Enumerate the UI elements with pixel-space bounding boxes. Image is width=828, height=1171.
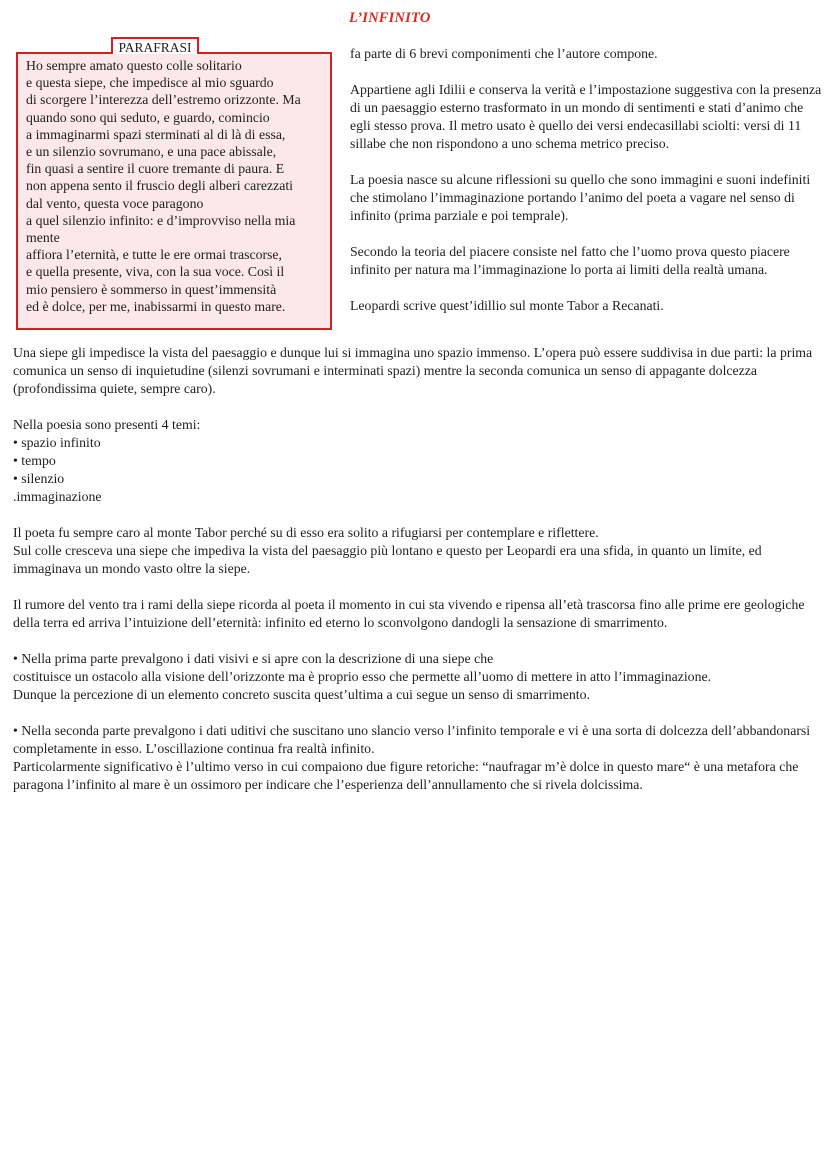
theme-item: • spazio infinito — [13, 435, 101, 450]
intro-column — [350, 45, 822, 315]
spacer — [13, 506, 819, 524]
themes-list — [13, 434, 819, 506]
body-line: costituisce un ostacolo alla visione dell’orizzonte ma è proprio esso che permette all’uomo di mettere in atto l’immaginazione. — [13, 669, 712, 684]
theme-item: .immaginazione — [13, 489, 102, 504]
page-title: L’INFINITO — [349, 10, 431, 26]
parafrasi-line: non appena sento il fruscio degli alberi carezzati — [26, 178, 294, 194]
parafrasi-line: mente — [26, 230, 60, 246]
parafrasi-label: PARAFRASI — [111, 37, 199, 54]
body-paragraph — [13, 650, 819, 704]
parafrasi-line: Ho sempre amato questo colle solitario — [26, 58, 242, 73]
parafrasi-line: e un silenzio sovrumano, e una pace abissale, — [26, 144, 277, 160]
theme-item: • tempo — [13, 453, 56, 468]
themes-intro: Nella poesia sono presenti 4 temi: — [13, 417, 201, 432]
themes-section — [13, 416, 819, 506]
body-paragraph: Una siepe gli impedisce la vista del paesaggio e dunque lui si immagina uno spazio immenso. L’opera può essere suddivisa in due parti: la prima comunica un senso di inquietudine (silenzi sovrumani e interminati spazi) mentre la seconda comunica un senso di appagante dolcezza (profondissima quiete, sempre caro). — [13, 345, 813, 396]
intro-paragraph: fa parte di 6 brevi componimenti che l’autore compone. — [350, 46, 658, 61]
intro-paragraph: Leopardi scrive quest’idillio sul monte Tabor a Recanati. — [350, 298, 664, 313]
parafrasi-line: fin quasi a sentire il cuore tremante di paura. E — [26, 161, 285, 177]
parafrasi-line: quando sono qui seduto, e guardo, comincio — [26, 109, 270, 125]
parafrasi-line: e quella presente, viva, con la sua voce. Così il — [26, 264, 285, 280]
intro-paragraph: La poesia nasce su alcune riflessioni su quello che sono immagini e suoni indefiniti che stimolano l’immaginazione portando l’animo del poeta a vagare nel senso di infinito (prima parziale e poi temprale). — [350, 172, 811, 223]
parafrasi-line: ed è dolce, per me, inabissarmi in questo mare. — [26, 298, 286, 314]
parafrasi-line: affiora l’eternità, e tutte le ere ormai trascorse, — [26, 247, 283, 263]
parafrasi-box — [16, 52, 332, 330]
parafrasi-line: e questa siepe, che impedisce al mio sguardo — [26, 75, 274, 91]
parafrasi-line: a immaginarmi spazi sterminati al di là di essa, — [26, 126, 286, 142]
body-paragraph — [13, 524, 819, 578]
body-line: Particolarmente significativo è l’ultimo verso in cui compaiono due figure retoriche: “naufragar m’è dolce in questo mare“ è una metafora che paragona l’infinito al mare è un ossimoro per indicare che l’esperienza dell’annullamento che si rivela dolcissima. — [13, 759, 799, 792]
body-line: • Nella seconda parte prevalgono i dati uditivi che suscitano uno slancio verso l’infinito temporale e vi è una sorta di dolcezza dell’abbandonarsi completamente in esso. L’oscillazione continua fra realtà infinito. — [13, 723, 811, 756]
theme-item: • silenzio — [13, 471, 65, 486]
body-line: Il poeta fu sempre caro al monte Tabor perché su di esso era solito a rifugiarsi per contemplare e riflettere. — [13, 525, 599, 540]
intro-paragraph: Appartiene agli Idilii e conserva la verità e l’impostazione suggestiva con la presenza di un paesaggio esterno trasformato in un mondo di sentimenti e stati d’animo che egli stesso prova. Il metro usato è quello dei versi endecasillabi sciolti: versi di 11 sillabe che non rispondono a uno schema metrico preciso. — [350, 82, 822, 151]
body-line: Sul colle cresceva una siepe che impediva la vista del paesaggio più lontano e questo per Leopardi era una sfida, in quanto un limite, ed immaginava un mondo vasto oltre la siepe. — [13, 543, 762, 576]
main-text — [13, 344, 819, 812]
body-paragraph — [13, 722, 819, 794]
intro-paragraph: Secondo la teoria del piacere consiste nel fatto che l’uomo prova questo piacere infinito per natura ma l’immaginazione lo porta ai limiti della realtà umana. — [350, 244, 790, 277]
body-line: Dunque la percezione di un elemento concreto suscita quest’ultima a cui segue un senso di smarrimento. — [13, 687, 590, 702]
parafrasi-line: mio pensiero è sommerso in quest’immensità — [26, 281, 277, 297]
parafrasi-line: di scorgere l’interezza dell’estremo orizzonte. Ma — [26, 92, 301, 108]
parafrasi-line: dal vento, questa voce paragono — [26, 195, 204, 211]
body-paragraph: Il rumore del vento tra i rami della siepe ricorda al poeta il momento in cui sta vivendo e ripensa all’età trascorsa fino alle prime ere geologiche della terra ed arriva l’intuizione dell’eternità: infinito ed eterno lo sconvolgono dandogli la sensazione di smarrimento. — [13, 597, 805, 630]
body-line: • Nella prima parte prevalgono i dati visivi e si apre con la descrizione di una siepe che — [13, 651, 494, 666]
parafrasi-line: a quel silenzio infinito: e d’improvviso nella mia — [26, 212, 296, 228]
